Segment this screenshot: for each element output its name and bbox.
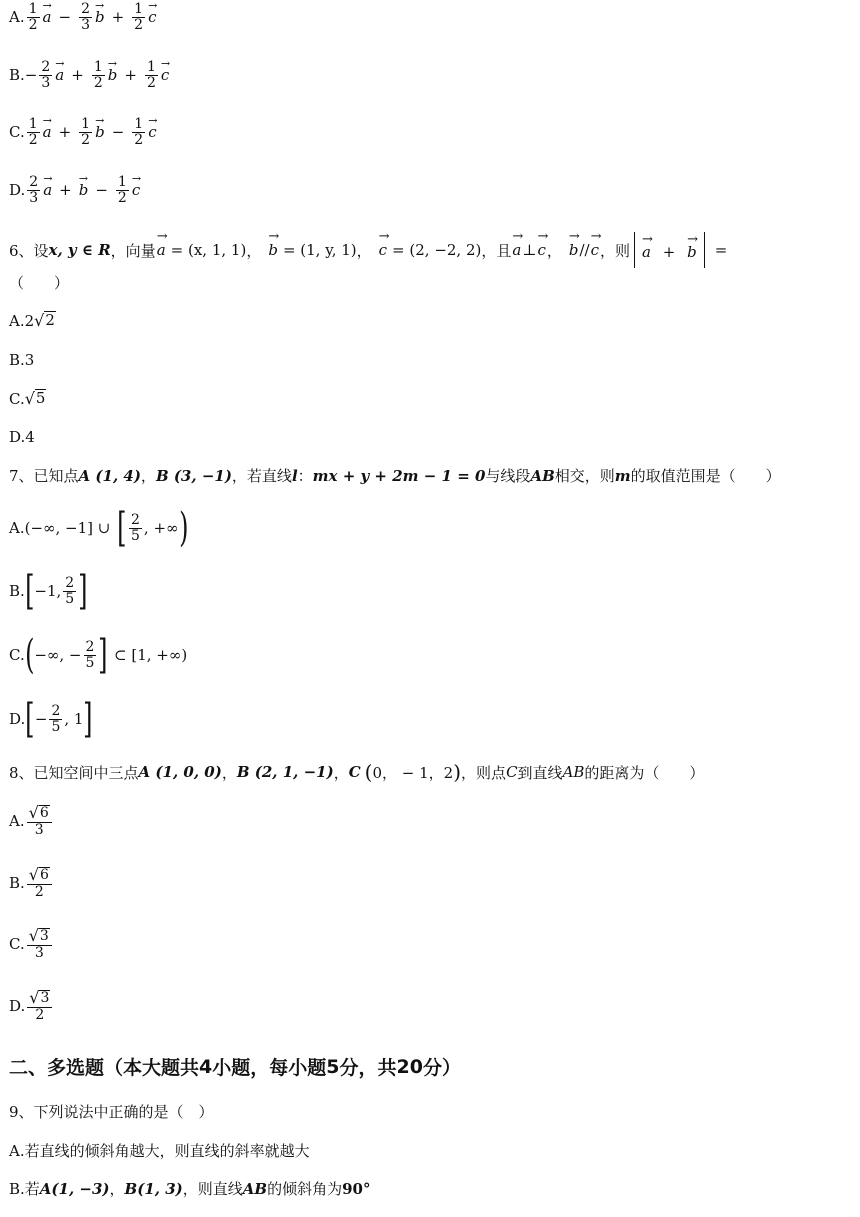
vector-c: → c: [537, 241, 545, 259]
q5-option-d: D. $\frac{2}{3}$ → a + → b − $\frac{1}{2}$ → c: [9, 175, 141, 205]
vector-a: → a: [43, 181, 52, 199]
q8-option-b: B. √ 6 2: [9, 867, 54, 899]
fraction: $\frac{1}{2}$: [134, 1, 144, 33]
vector-b: → b: [569, 241, 579, 259]
q6-option-c: C. √ 5: [9, 389, 46, 408]
fraction: √ 6 3: [27, 805, 52, 837]
q8-option-a: A. √ 6 3: [9, 805, 54, 837]
fraction: $\frac{2}{5}$: [85, 638, 95, 671]
option-letter: D.: [9, 181, 26, 200]
vector-c: → c: [161, 66, 169, 84]
fraction: $\frac{2}{5}$: [65, 574, 75, 607]
q6-option-a: A. 2 √ 2: [9, 311, 55, 330]
vector-magnitude: → a + → b: [634, 232, 705, 268]
vector-b: → b: [79, 181, 89, 199]
vector-c: → c: [148, 8, 156, 26]
vector-a: → a: [157, 241, 166, 259]
fraction: $\frac{1}{2}$: [81, 116, 91, 148]
option-letter: B.: [9, 66, 25, 85]
option-letter: A.: [9, 8, 25, 27]
section-heading: 二、多选题（本大题共 4 小题，每小题 5 分，共 20 分）: [9, 1055, 461, 1079]
fraction: $\frac{2}{3}$: [81, 1, 90, 33]
fraction: $\frac{2}{3}$: [29, 174, 39, 206]
vector-c: → c: [379, 241, 387, 259]
vector-a: → a: [512, 241, 521, 259]
vector-b: → b: [108, 66, 118, 84]
sqrt: √ 2: [34, 311, 55, 330]
vector-b: → b: [95, 123, 105, 141]
q9-option-a: A.若直线的倾斜角越大，则直线的斜率就越大: [9, 1142, 310, 1160]
q5-option-a: A. $\frac{1}{2}$ → a − $\frac{2}{3}$ → b + $\frac{1}{2}$ → c: [9, 2, 158, 32]
q7-option-a: A. (−∞, −1] ∪ [ $\frac{2}{5}$ , +∞ ): [9, 505, 189, 551]
q8-stem: 8、已知空间中三点 A (1, 0, 0) ， B (2, 1, −1) ， C ( 0， − 1，2 ) ，则点 C 到直线 AB 的距离为（ ）: [9, 760, 705, 784]
fraction: √ 3 2: [27, 990, 52, 1022]
q7-option-d: D. [ − $\frac{2}{5}$ , 1 ]: [9, 696, 93, 742]
vector-b: → b: [268, 241, 278, 259]
q9-option-b: B.若 A(1, −3) ， B(1, 3) ，则直线 AB 的倾斜角为 90°: [9, 1179, 371, 1198]
vector-a: → a: [55, 66, 64, 84]
q8-option-c: C. √ 3 3: [9, 928, 54, 960]
sqrt: √ 5: [24, 389, 46, 408]
vector-c: → c: [132, 181, 140, 199]
q8-option-d: D. √ 3 2: [9, 990, 54, 1022]
fraction: $\frac{1}{2}$: [117, 174, 127, 206]
fraction: $\frac{1}{2}$: [28, 116, 38, 148]
q5-option-b: B. − $\frac{2}{3}$ → a + $\frac{1}{2}$ → b + $\frac{1}{2}$ → c: [9, 60, 170, 90]
fraction: $\frac{2}{3}$: [41, 59, 51, 91]
q5-option-c: C. $\frac{1}{2}$ → a + $\frac{1}{2}$ → b − $\frac{1}{2}$ → c: [9, 117, 158, 147]
fraction: $\frac{2}{5}$: [130, 511, 140, 544]
q6-option-d: D. 4: [9, 428, 35, 446]
q7-stem: 7、已知点 A (1, 4) ， B (3, −1) ，若直线 l ： mx + y + 2m − 1 = 0 与线段 AB 相交，则 m 的取值范围是（ ）: [9, 466, 781, 485]
q6-paren: （ ）: [9, 274, 70, 292]
fraction: $\frac{2}{5}$: [51, 702, 61, 735]
fraction: √ 6 2: [27, 867, 52, 899]
option-letter: C.: [9, 123, 25, 142]
vector-a: → a: [43, 123, 52, 141]
fraction: $\frac{1}{2}$: [146, 59, 156, 91]
q7-option-b: B. [ −1, $\frac{2}{5}$ ]: [9, 568, 88, 614]
vector-c: → c: [591, 241, 599, 259]
q6-option-b: B. 3: [9, 351, 35, 369]
q7-option-c: C. ( −∞, − $\frac{2}{5}$ ] ⊂ [1, +∞): [9, 632, 188, 678]
fraction: $\frac{1}{2}$: [93, 59, 103, 91]
q9-stem: 9、下列说法中正确的是（ ）: [9, 1103, 214, 1121]
fraction: √ 3 3: [27, 928, 52, 960]
vector-c: → c: [148, 123, 156, 141]
fraction: $\frac{1}{2}$: [28, 1, 38, 33]
fraction: $\frac{1}{2}$: [134, 116, 144, 148]
vector-a: → a: [43, 8, 52, 26]
vector-b: → b: [95, 8, 105, 26]
q6-stem: 6、设 x, y ∈ R ，向量 → a = (x, 1, 1) ， → b = (1, y, 1) ， → c = (2, −2, 2) ，且 → a ⊥ → c ， → b // → c ，则 → a + → b =: [9, 231, 727, 269]
